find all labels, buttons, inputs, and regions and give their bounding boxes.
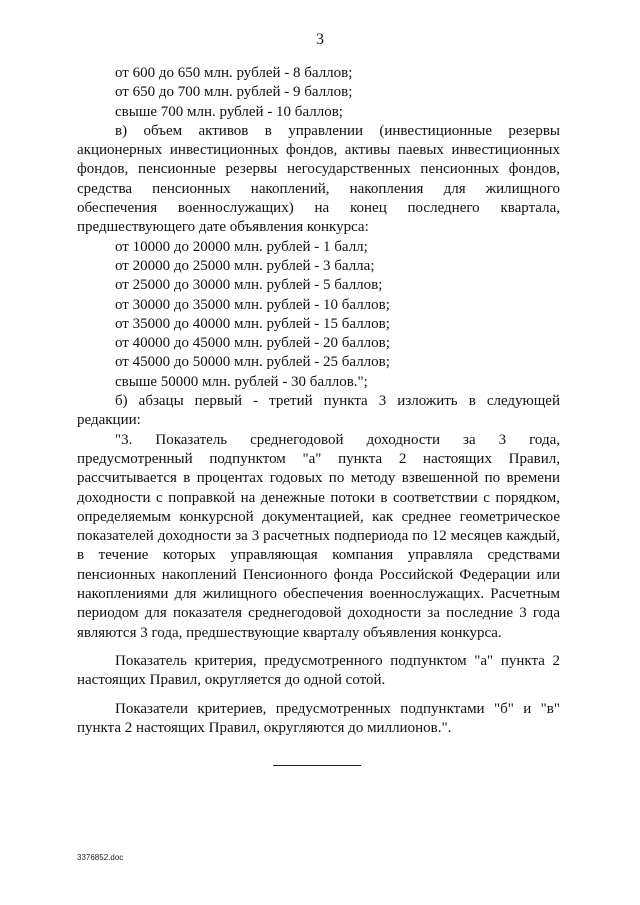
scale-line: свыше 700 млн. рублей - 10 баллов;	[115, 103, 343, 120]
scale-line: от 20000 до 25000 млн. рублей - 3 балла;	[115, 257, 375, 274]
scale-line: от 25000 до 30000 млн. рублей - 5 баллов;	[115, 277, 383, 294]
point3-line: пенсионных накоплений Пенсионного фонда Российской Федерации или	[77, 566, 560, 583]
item-v-line: фондов, пенсионные резервы негосударственных пенсионных фондов,	[77, 161, 560, 178]
scale-line: от 45000 до 50000 млн. рублей - 25 баллов;	[115, 354, 390, 371]
point3-line: периодом для показателя среднегодовой доходности за последние 3 года	[77, 605, 560, 622]
point3-line: рассчитывается в процентах годовых по методу взвешенной по времени	[77, 470, 560, 487]
point3-line: определяемым конкурсной документацией, как среднее геометрическое	[77, 508, 560, 525]
scale-line: свыше 50000 млн. рублей - 30 баллов.";	[115, 373, 368, 390]
document-filename: 3376852.doc	[77, 853, 124, 862]
point3-line: показателей доходности за 3 расчетных подпериода по 12 месяцев каждый,	[77, 528, 560, 545]
scale-line: от 600 до 650 млн. рублей - 8 баллов;	[115, 65, 353, 81]
point3-last-line: являются 3 года, предшествующие кварталу объявления конкурса.	[77, 624, 502, 641]
page-number: 3	[316, 31, 324, 48]
document-body	[77, 64, 560, 738]
scale-line: от 10000 до 20000 млн. рублей - 1 балл;	[115, 238, 368, 255]
para-bv-last-line: пункта 2 настоящих Правил, округляются до миллионов.".	[77, 719, 452, 736]
item-v-line: акционерных инвестиционных фондов, активы паевых инвестиционных	[77, 142, 560, 159]
scale-line: от 40000 до 45000 млн. рублей - 20 баллов;	[115, 335, 390, 352]
item-v-line: средства пенсионных накоплений, накопления для жилищного	[77, 180, 560, 197]
item-v-last-line: предшествующего дате объявления конкурса:	[77, 219, 369, 236]
item-v-first-line: в) объем активов в управлении (инвестиционные резервы	[115, 122, 560, 139]
separator-rule	[273, 765, 361, 766]
scale-line: от 650 до 700 млн. рублей - 9 баллов;	[115, 84, 353, 101]
point3-line: доходности с поправкой на денежные потоки в соответствии с порядком,	[77, 489, 560, 506]
point3-line: предусмотренный подпунктом "а" пункта 2 настоящих Правил,	[77, 450, 560, 467]
para-a-last-line: настоящих Правил, округляется до одной сотой.	[77, 672, 386, 689]
point3-first-line: "3. Показатель среднегодовой доходности за 3 года,	[115, 431, 560, 448]
point3-line: накоплениями для жилищного обеспечения военнослужащих. Расчетным	[77, 586, 560, 603]
para-a-first-line: Показатель критерия, предусмотренного подпунктом "а" пункта 2	[115, 652, 560, 669]
para-bv-first-line: Показатели критериев, предусмотренных подпунктами "б" и "в"	[115, 700, 560, 717]
point3-line: в течение которых управляющая компания управляла средствами	[77, 547, 560, 564]
scale-line: от 30000 до 35000 млн. рублей - 10 баллов;	[115, 296, 390, 313]
item-b-paragraph: б) абзацы первый - третий пункта 3 изложить в следующей редакции:	[77, 393, 560, 429]
scale-line: от 35000 до 40000 млн. рублей - 15 баллов;	[115, 315, 390, 332]
item-v-line: обеспечения военнослужащих) на конец последнего квартала,	[77, 200, 560, 217]
